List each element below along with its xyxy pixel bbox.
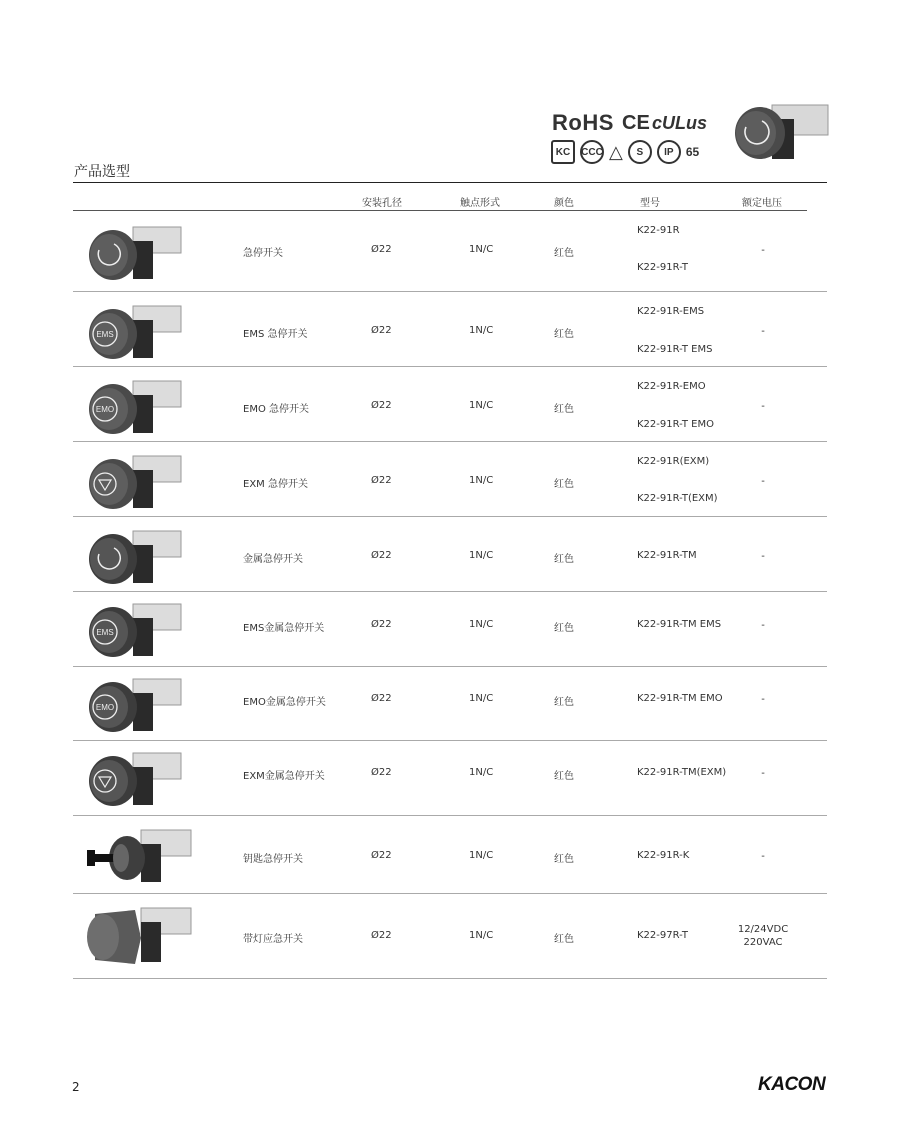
color-value: 红色 bbox=[554, 329, 574, 340]
contact-type: 1N/C bbox=[469, 475, 494, 486]
contact-type: 1N/C bbox=[469, 325, 494, 336]
ce-mark: CE bbox=[622, 112, 650, 134]
ems-metal-switch-photo bbox=[85, 600, 185, 660]
table-row bbox=[73, 667, 827, 741]
table-row bbox=[73, 894, 827, 979]
model-number-alt: K22-91R-T EMO bbox=[637, 419, 714, 430]
section-divider bbox=[73, 182, 827, 183]
product-name: EMS金属急停开关 bbox=[243, 623, 325, 634]
mounting-hole: Ø22 bbox=[371, 619, 392, 630]
color-value: 红色 bbox=[554, 934, 574, 945]
contact-type: 1N/C bbox=[469, 767, 494, 778]
product-name: 钥匙急停开关 bbox=[243, 854, 303, 865]
kc-mark: KC bbox=[551, 140, 575, 164]
brand-logo: KACON bbox=[758, 1074, 826, 1095]
cap-label: EMS bbox=[96, 330, 114, 339]
product-name: 急停开关 bbox=[243, 248, 283, 259]
exm-switch-photo bbox=[85, 452, 185, 512]
color-value: 红色 bbox=[554, 479, 574, 490]
rated-voltage: - bbox=[761, 476, 765, 487]
contact-type: 1N/C bbox=[469, 619, 494, 630]
mounting-hole: Ø22 bbox=[371, 850, 392, 861]
table-row bbox=[73, 816, 827, 894]
rated-voltage: - bbox=[761, 694, 765, 705]
table-row bbox=[73, 292, 827, 367]
mounting-hole: Ø22 bbox=[371, 930, 392, 941]
contact-type: 1N/C bbox=[469, 930, 494, 941]
rated-voltage: - bbox=[761, 401, 765, 412]
product-name: EMS 急停开关 bbox=[243, 329, 308, 340]
mounting-hole: Ø22 bbox=[371, 767, 392, 778]
mounting-hole: Ø22 bbox=[371, 550, 392, 561]
ip-rating: 65 bbox=[685, 145, 700, 159]
column-header-voltage: 额定电压 bbox=[742, 198, 782, 209]
color-value: 红色 bbox=[554, 771, 574, 782]
table-row bbox=[73, 211, 827, 292]
rated-voltage: - bbox=[761, 851, 765, 862]
emo-switch-photo bbox=[85, 377, 185, 437]
column-header-contact: 触点形式 bbox=[460, 198, 500, 209]
rated-voltage-dc: 12/24VDC bbox=[737, 924, 789, 935]
rohs-mark: RoHS bbox=[552, 110, 614, 135]
ul-mark: cULus bbox=[652, 113, 708, 133]
product-photo bbox=[732, 97, 832, 167]
emergency-stop-switch-photo bbox=[85, 223, 185, 283]
color-value: 红色 bbox=[554, 554, 574, 565]
model-number-alt: K22-91R-T bbox=[637, 262, 688, 273]
cap-label: EMO bbox=[95, 405, 115, 414]
metal-switch-photo bbox=[85, 527, 185, 587]
rated-voltage-ac: 220VAC bbox=[743, 937, 783, 948]
ip-mark: IP bbox=[657, 140, 681, 164]
section-title: 产品选型 bbox=[74, 164, 130, 180]
product-name: EMO 急停开关 bbox=[243, 404, 309, 415]
certification-row bbox=[551, 140, 699, 164]
emo-metal-switch-photo bbox=[85, 675, 185, 735]
model-number: K22-97R-T bbox=[637, 930, 688, 941]
s-mark: S bbox=[628, 140, 652, 164]
contact-type: 1N/C bbox=[469, 244, 494, 255]
cap-label: EMS bbox=[96, 628, 114, 637]
warning-triangle-icon: △ bbox=[609, 141, 623, 163]
model-number: K22-91R-TM(EXM) bbox=[637, 767, 727, 778]
table-row bbox=[73, 592, 827, 667]
model-number-alt: K22-91R-T(EXM) bbox=[637, 493, 718, 504]
mounting-hole: Ø22 bbox=[371, 400, 392, 411]
page-number: 2 bbox=[72, 1080, 80, 1094]
color-value: 红色 bbox=[554, 404, 574, 415]
model-number: K22-91R(EXM) bbox=[637, 456, 710, 467]
color-value: 红色 bbox=[554, 854, 574, 865]
color-value: 红色 bbox=[554, 248, 574, 259]
cap-label: EMO bbox=[95, 703, 115, 712]
rated-voltage: - bbox=[761, 551, 765, 562]
table-row bbox=[73, 442, 827, 517]
key-switch-photo bbox=[85, 826, 195, 888]
product-name: EXM 急停开关 bbox=[243, 479, 308, 490]
product-name: EXM金属急停开关 bbox=[243, 771, 325, 782]
mounting-hole: Ø22 bbox=[371, 693, 392, 704]
column-header-hole: 安装孔径 bbox=[362, 198, 402, 209]
contact-type: 1N/C bbox=[469, 550, 494, 561]
contact-type: 1N/C bbox=[469, 693, 494, 704]
ccc-mark: CCC bbox=[580, 140, 604, 164]
contact-type: 1N/C bbox=[469, 400, 494, 411]
rated-voltage: - bbox=[761, 245, 765, 256]
mounting-hole: Ø22 bbox=[371, 325, 392, 336]
model-number: K22-91R-TM EMS bbox=[637, 619, 722, 630]
product-name: EMO金属急停开关 bbox=[243, 697, 326, 708]
illuminated-switch-photo bbox=[85, 904, 195, 968]
rated-voltage: - bbox=[761, 768, 765, 779]
model-number-alt: K22-91R-T EMS bbox=[637, 344, 713, 355]
product-name: 带灯应急开关 bbox=[243, 934, 303, 945]
model-number: K22-91R-EMO bbox=[637, 381, 706, 392]
column-header-color: 颜色 bbox=[554, 198, 574, 209]
table-row bbox=[73, 741, 827, 816]
product-name: 金属急停开关 bbox=[243, 554, 303, 565]
rated-voltage: - bbox=[761, 326, 765, 337]
model-number: K22-91R-TM EMO bbox=[637, 693, 723, 704]
ems-switch-photo bbox=[85, 302, 185, 362]
color-value: 红色 bbox=[554, 697, 574, 708]
mounting-hole: Ø22 bbox=[371, 244, 392, 255]
color-value: 红色 bbox=[554, 623, 574, 634]
rated-voltage: - bbox=[761, 620, 765, 631]
model-number: K22-91R-EMS bbox=[637, 306, 705, 317]
model-number: K22-91R bbox=[637, 225, 680, 236]
column-header-model: 型号 bbox=[640, 198, 660, 209]
contact-type: 1N/C bbox=[469, 850, 494, 861]
exm-metal-switch-photo bbox=[85, 749, 185, 809]
table-row bbox=[73, 517, 827, 592]
model-number: K22-91R-K bbox=[637, 850, 690, 861]
mounting-hole: Ø22 bbox=[371, 475, 392, 486]
table-row bbox=[73, 367, 827, 442]
model-number: K22-91R-TM bbox=[637, 550, 697, 561]
